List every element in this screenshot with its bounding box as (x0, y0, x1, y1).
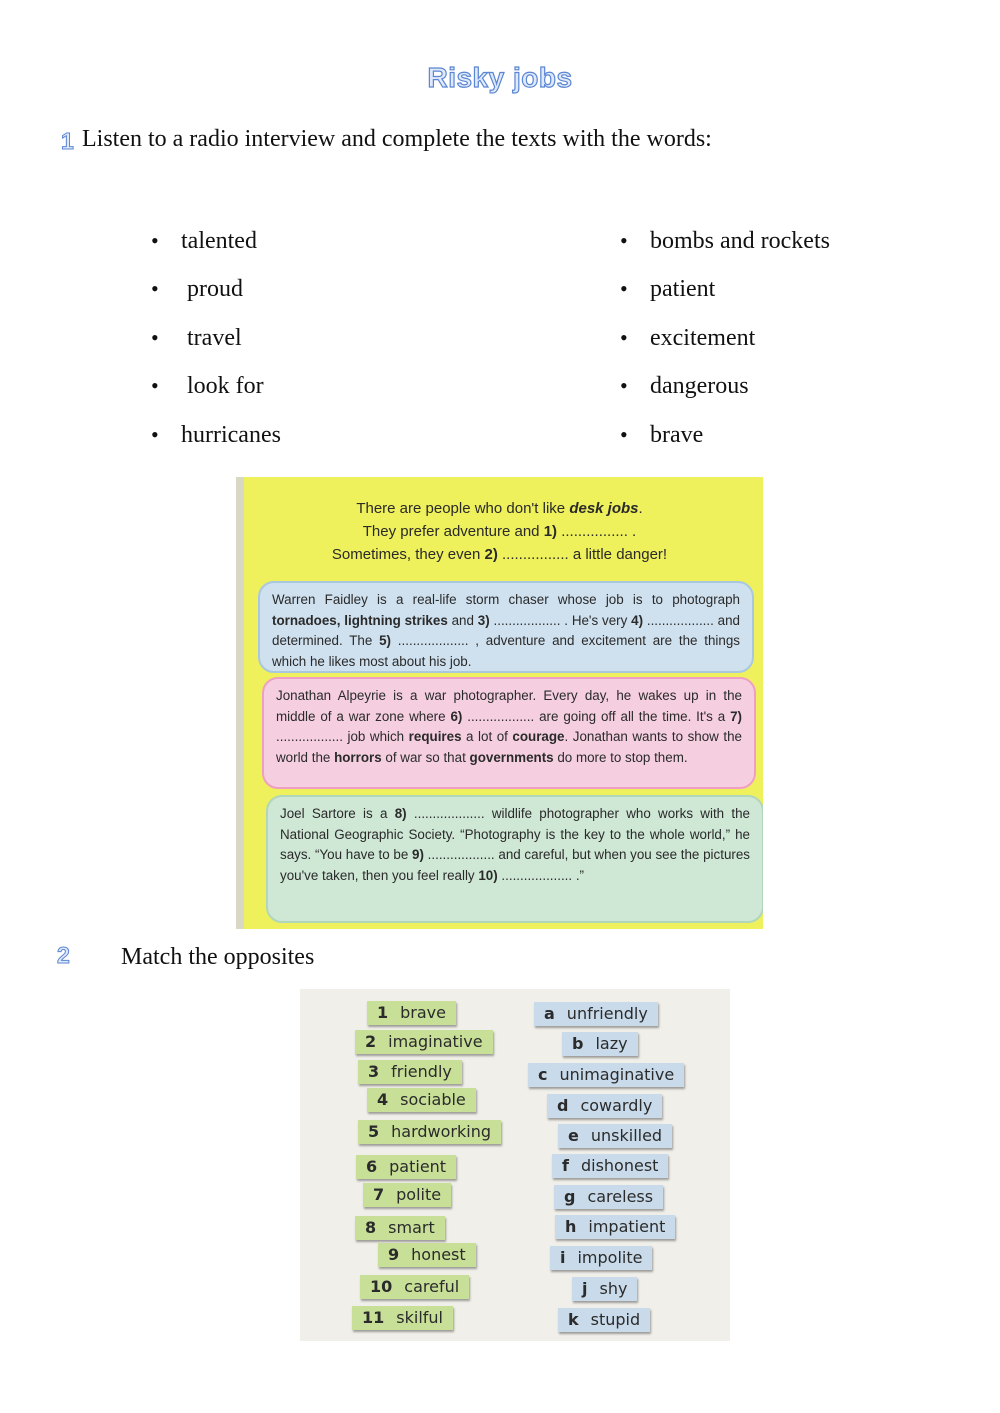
section-2-number: 2 (57, 942, 70, 968)
match-right-item: b lazy (562, 1032, 638, 1056)
match-left-item: 1 brave (367, 1001, 456, 1025)
match-left-item: 4 sociable (367, 1088, 476, 1112)
word-list-left (151, 226, 281, 468)
match-right-item: a unfriendly (534, 1002, 658, 1026)
section-2-instruction: Match the opposites (121, 944, 315, 970)
word-item: • hurricanes (151, 420, 281, 468)
match-right-item: e unskilled (558, 1124, 672, 1148)
match-left-item: 10 careful (360, 1275, 469, 1299)
match-right-item: f dishonest (552, 1154, 668, 1178)
word-list-right (620, 226, 830, 468)
joel-paragraph: Joel Sartore is a 8) ................... wildlife photographer who works with the National Geographic Society. “Photography is the key to the whole world,” he says. “You have to be 9) .................. and careful, but when you see the pictures you've taken, then you feel really 10) ................... .” (266, 795, 763, 923)
word-item: • bombs and rockets (620, 226, 830, 274)
match-left-item: 3 friendly (358, 1060, 462, 1084)
reading-text-image (236, 477, 763, 929)
reading-intro: There are people who don't like desk jobs. They prefer adventure and 1) ................ . Sometimes, they even 2) ................ a little danger! (331, 500, 668, 563)
jonathan-paragraph: Jonathan Alpeyrie is a war photographer. Every day, he wakes up in the middle of a war zone where 6) .................. are going off all the time. It's a 7) .................. job which requires a lot of courage. Jonathan wants to show the world the horrors of war so that governments do more to stop them. (262, 677, 756, 789)
word-item: • talented (151, 226, 281, 274)
match-left-item: 6 patient (356, 1155, 456, 1179)
word-item: • look for (151, 371, 281, 419)
match-left-item: 11 skilful (352, 1306, 453, 1330)
word-item: • travel (151, 323, 281, 371)
match-left-item: 8 smart (355, 1216, 445, 1240)
match-left-item: 7 polite (363, 1183, 451, 1207)
match-right-item: k stupid (558, 1308, 650, 1332)
match-right-item: h impatient (555, 1215, 675, 1239)
word-item: • brave (620, 420, 830, 468)
match-right-item: d cowardly (547, 1094, 662, 1118)
match-left-item: 2 imaginative (355, 1030, 493, 1054)
match-right-item: i impolite (550, 1246, 652, 1270)
match-right-item: c unimaginative (528, 1063, 684, 1087)
warren-paragraph: Warren Faidley is a real-life storm chaser whose job is to photograph tornadoes, lightning strikes and 3) .................. . He's very 4) .................. and determined. The 5) ................... , adventure and excitement are the things which he likes most about his job. (258, 581, 754, 673)
match-opposites-image (300, 989, 730, 1341)
word-item: • excitement (620, 323, 830, 371)
match-left-item: 9 honest (378, 1243, 476, 1267)
match-right-item: g careless (554, 1185, 663, 1209)
match-right-item: j shy (572, 1277, 637, 1301)
word-item: • proud (151, 274, 281, 322)
section-1-number: 1 (61, 128, 74, 154)
page-title: Risky jobs (427, 62, 573, 93)
match-left-item: 5 hardworking (358, 1120, 501, 1144)
section-1-instruction: Listen to a radio interview and complete the texts with the words: (82, 126, 712, 152)
word-item: • patient (620, 274, 830, 322)
word-item: • dangerous (620, 371, 830, 419)
